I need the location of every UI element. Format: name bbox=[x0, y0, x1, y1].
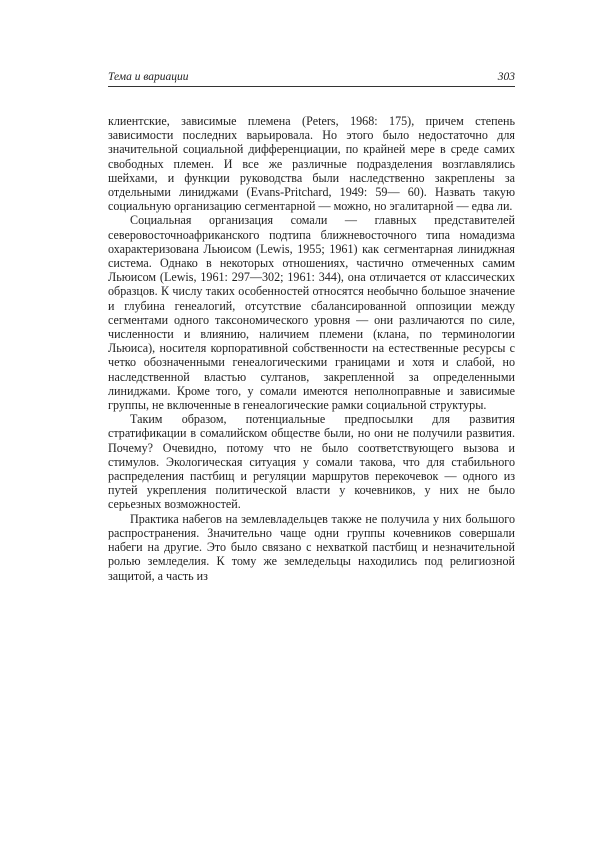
body-text bbox=[108, 114, 515, 583]
paragraph-1: клиентские, зависимые племена (Peters, 1968: 175), причем степень зависимости последних варьировала. Но этого было недостаточно для значительной социальной дифференциации, по крайней мере в среде самих свободных племен. И все же различные подразделения возглавлялись шейхами, и функции руководства были наследственно закреплены за отдельными линиджами (Evans-Pritchard, 1949: 59— 60). Назвать такую социальную организацию сегментарной — можно, но эгалитарной — едва ли. bbox=[108, 114, 515, 214]
paragraph-2: Социальная организация сомали — главных представителей северовосточноафриканского подтипа ближневосточного типа номадизма охарактеризована Льюисом (Lewis, 1955; 1961) как сегментарная линиджная система. Однако в некоторых отношениях, частично отмеченных самим Льюисом (Lewis, 1961: 297—302; 1961: 344), она отличается от классических образцов. К числу таких особенностей относятся необычно большое значение и глубина генеалогий, отсутствие сбалансированной оппозиции между сегментами одного таксономического уровня — они различаются по силе, численности и влиянию, наличием племени (клана, по терминологии Льюиса), носителя корпоративной собственности на естественные ресурсы с четко обозначенными генеалогическими границами и хотя и слабой, но наследственной властью султанов, закрепленной за определенными линиджами. Кроме того, у сомали имеются неполноправные и зависимые группы, не включенные в генеалогические рамки социальной структуры. bbox=[108, 213, 515, 413]
page bbox=[108, 70, 515, 583]
running-header bbox=[108, 70, 515, 87]
paragraph-4: Практика набегов на землевладельцев также не получила у них большого распространения. Значительно чаще одни группы кочевников совершали набеги на другие. Это было связано с нехваткой пастбищ и незначительной ролью земледелия. К тому же земледельцы находились под религиозной защитой, а часть из bbox=[108, 511, 515, 583]
paragraph-3: Таким образом, потенциальные предпосылки для развития стратификации в сомалийском обществе были, но они не получили развития. Почему? Очевидно, потому что не было соответствующего вызова и стимулов. Экологическая ситуация у сомали такова, что для стабильного распределения пастбищ и регуляции маршрутов перекочевок — одного из путей укрепления политической власти у кочевников, у них не было серьезных возможностей. bbox=[108, 412, 515, 512]
running-title: Тема и вариации bbox=[108, 71, 189, 83]
page-number: 303 bbox=[497, 71, 515, 83]
